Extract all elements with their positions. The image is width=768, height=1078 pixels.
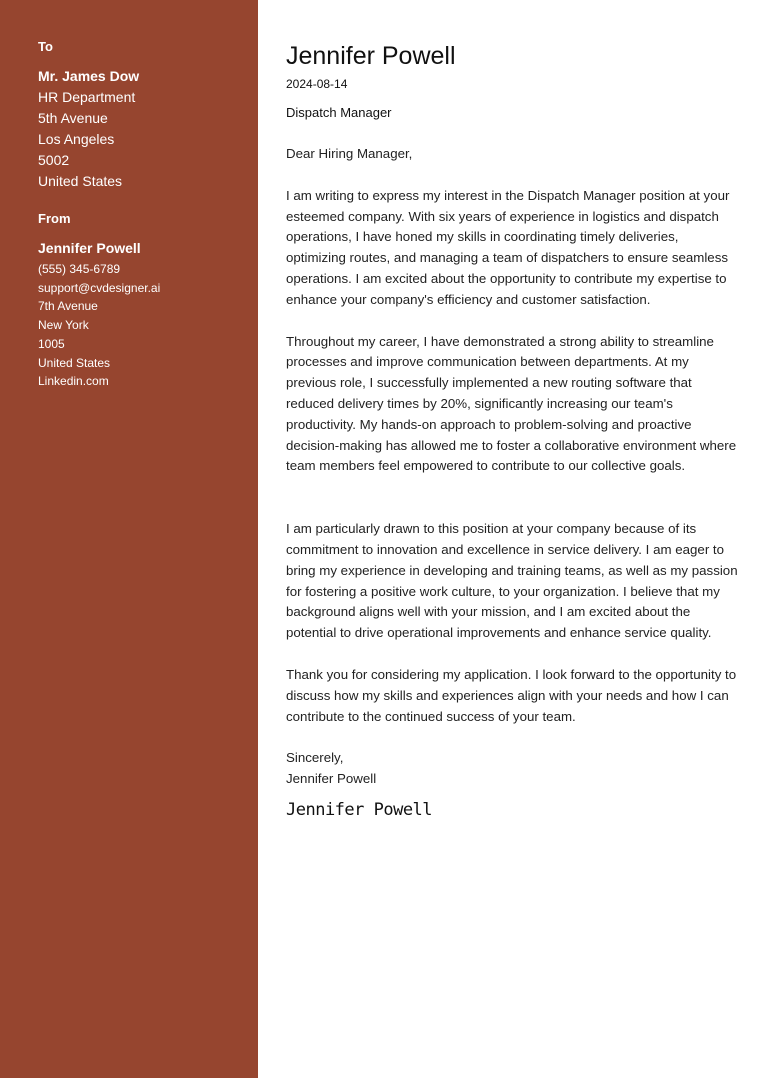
sender-block (38, 210, 238, 391)
recipient-zip: 5002 (38, 152, 70, 168)
letter-body (286, 40, 738, 824)
sender-zip: 1005 (38, 336, 65, 351)
paragraph-2: Throughout my career, I have demonstrated a strong ability to streamline processes and improve communication between departments. At my previous role, I successfully implemented a new routing software that reduced delivery times by 20%, significantly increasing our team's productivity. My hands-on approach to problem-solving and proactive decision-making has allowed me to foster a collaborative environment where team members feel empowered to contribute to our collective goals. (286, 333, 737, 474)
greeting: Dear Hiring Manager, (286, 146, 413, 161)
closing-name: Jennifer Powell (286, 771, 377, 787)
sender-heading: From (38, 211, 71, 226)
sender-city: New York (38, 318, 89, 333)
recipient-street: 5th Avenue (38, 110, 108, 126)
closing-salutation: Sincerely, (286, 750, 344, 766)
sidebar (0, 0, 258, 1078)
paragraph-3: I am particularly drawn to this position at your company because of its commitment to innovation and excellence in service delivery. I am eager to bring my experience in developing and training teams, as well as my passion for fostering a positive work culture, to your organization. I believe that my background aligns well with your mission, and I am excited about the potential to drive operational improvements and enhance service quality. (286, 521, 738, 641)
sender-street: 7th Avenue (38, 299, 98, 314)
paragraph-4: Thank you for considering my application. I look forward to the opportunity to discuss how my skills and experiences align with your needs and how I can contribute to the continued success of your team. (286, 666, 737, 724)
recipient-block (38, 38, 238, 192)
letter-date: 2024-08-14 (286, 77, 348, 91)
recipient-heading: To (38, 39, 53, 54)
sender-email: support@cvdesigner.ai (38, 280, 161, 295)
recipient-department: HR Department (38, 89, 136, 105)
recipient-country: United States (38, 173, 123, 189)
sender-phone: (555) 345-6789 (38, 262, 121, 276)
signature: Jennifer Powell (286, 799, 433, 820)
applicant-name: Jennifer Powell (286, 42, 456, 70)
recipient-city: Los Angeles (38, 131, 115, 147)
recipient-name: Mr. James Dow (38, 68, 140, 84)
paragraph-1: I am writing to express my interest in the Dispatch Manager position at your esteemed company. With six years of experience in logistics and dispatch operations, I have honed my skills in coordinating timely deliveries, optimizing routes, and managing a team of dispatchers to ensure seamless operations. I am excited about the opportunity to contribute my expertise to enhance your company's efficiency and customer satisfaction. (286, 187, 730, 307)
sender-linkedin: Linkedin.com (38, 374, 109, 389)
job-title: Dispatch Manager (286, 105, 392, 120)
closing-block (286, 748, 738, 790)
sender-name: Jennifer Powell (38, 240, 141, 256)
sender-country: United States (38, 355, 111, 370)
